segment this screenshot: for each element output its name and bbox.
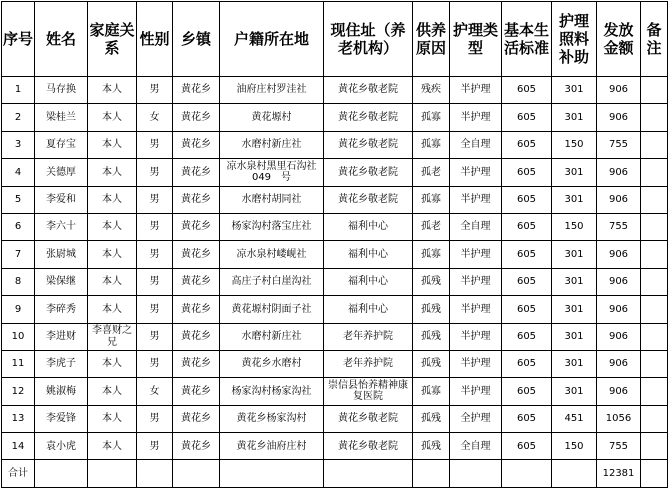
table-cell: 906 — [597, 268, 641, 295]
table-row — [2, 350, 668, 377]
table-cell — [220, 460, 324, 487]
table-cell: 男 — [137, 159, 173, 186]
table-cell: 黄花乡 — [173, 104, 220, 131]
column-header: 基本生活标准 — [502, 2, 552, 77]
beneficiary-table — [1, 1, 668, 488]
table-cell: 福利中心 — [324, 268, 413, 295]
table-cell: 半护理 — [450, 77, 502, 104]
table-row — [2, 268, 668, 295]
table-cell: 男 — [137, 77, 173, 104]
table-cell: 全自理 — [450, 433, 502, 460]
table-cell: 黄花乡 — [173, 131, 220, 158]
table-cell: 黄花乡敬老院 — [324, 159, 413, 186]
table-cell: 150 — [552, 213, 597, 240]
table-cell: 全自理 — [450, 213, 502, 240]
table-cell: 14 — [2, 433, 35, 460]
table-cell: 男 — [137, 213, 173, 240]
table-cell: 黄花塬村 — [220, 104, 324, 131]
table-cell: 全护理 — [450, 405, 502, 432]
table-cell: 451 — [552, 405, 597, 432]
table-cell: 凉水泉村嵝岘社 — [220, 241, 324, 268]
table-cell — [641, 405, 668, 432]
table-cell: 301 — [552, 323, 597, 350]
table-cell: 水磨村新庄社 — [220, 131, 324, 158]
table-row — [2, 433, 668, 460]
table-cell: 755 — [597, 213, 641, 240]
table-cell: 老年养护院 — [324, 350, 413, 377]
table-cell: 5 — [2, 186, 35, 213]
table-cell: 黄花乡水磨村 — [220, 350, 324, 377]
table-cell: 黄花乡 — [173, 350, 220, 377]
table-cell: 本人 — [88, 268, 137, 295]
column-header: 序号 — [2, 2, 35, 77]
table-cell: 崇信县怡养精神康复医院 — [324, 378, 413, 405]
column-header: 供养原因 — [413, 2, 450, 77]
table-row — [2, 378, 668, 405]
table-cell: 残疾 — [413, 77, 450, 104]
table-cell: 150 — [552, 131, 597, 158]
table-cell — [552, 460, 597, 487]
table-cell: 半护理 — [450, 323, 502, 350]
table-cell: 605 — [502, 241, 552, 268]
table-cell: 605 — [502, 268, 552, 295]
table-cell: 男 — [137, 131, 173, 158]
table-cell: 孤残 — [413, 323, 450, 350]
table-cell: 孤寡 — [413, 104, 450, 131]
table-cell: 黄花乡敬老院 — [324, 186, 413, 213]
table-cell — [450, 460, 502, 487]
table-cell: 女 — [137, 104, 173, 131]
table-cell: 1 — [2, 77, 35, 104]
table-cell: 凉水泉村黑里石沟社049 号 — [220, 159, 324, 186]
table-cell — [641, 186, 668, 213]
table-cell: 袁小虎 — [35, 433, 88, 460]
table-cell — [641, 378, 668, 405]
table-cell: 孤寡 — [413, 241, 450, 268]
table-cell: 关德厚 — [35, 159, 88, 186]
table-cell: 黄花乡 — [173, 296, 220, 323]
table-cell: 黄花乡 — [173, 186, 220, 213]
table-cell — [641, 104, 668, 131]
table-cell: 黄花乡杨家沟村 — [220, 405, 324, 432]
table-cell: 605 — [502, 213, 552, 240]
table-cell: 906 — [597, 296, 641, 323]
column-header: 性别 — [137, 2, 173, 77]
table-cell: 男 — [137, 241, 173, 268]
table-cell: 半护理 — [450, 159, 502, 186]
table-cell: 女 — [137, 378, 173, 405]
table-cell: 605 — [502, 433, 552, 460]
table-cell: 301 — [552, 77, 597, 104]
table-cell: 150 — [552, 433, 597, 460]
table-cell: 605 — [502, 323, 552, 350]
table-cell: 孤老 — [413, 159, 450, 186]
table-cell: 906 — [597, 77, 641, 104]
table-cell: 4 — [2, 159, 35, 186]
table-cell: 605 — [502, 296, 552, 323]
table-cell: 906 — [597, 159, 641, 186]
table-cell: 7 — [2, 241, 35, 268]
table-cell: 孤寡 — [413, 131, 450, 158]
table-cell: 301 — [552, 268, 597, 295]
table-cell: 李六十 — [35, 213, 88, 240]
table-cell: 906 — [597, 241, 641, 268]
table-cell: 半护理 — [450, 186, 502, 213]
table-cell: 301 — [552, 186, 597, 213]
table-cell: 男 — [137, 350, 173, 377]
table-cell: 李喜财之兄 — [88, 323, 137, 350]
column-header: 护理照料补助 — [552, 2, 597, 77]
table-cell: 杨家沟村杨家沟社 — [220, 378, 324, 405]
table-row — [2, 213, 668, 240]
table-cell: 本人 — [88, 186, 137, 213]
table-cell: 黄花乡 — [173, 213, 220, 240]
table-cell — [641, 77, 668, 104]
column-header: 乡镇 — [173, 2, 220, 77]
table-cell: 本人 — [88, 104, 137, 131]
total-label: 合计 — [2, 460, 35, 487]
table-cell: 301 — [552, 296, 597, 323]
table-cell: 黄花乡敬老院 — [324, 104, 413, 131]
table-cell: 福利中心 — [324, 241, 413, 268]
table-cell: 水磨村新庄社 — [220, 323, 324, 350]
table-cell: 黄花乡 — [173, 268, 220, 295]
table-cell: 半护理 — [450, 241, 502, 268]
table-cell — [641, 460, 668, 487]
table-cell: 男 — [137, 296, 173, 323]
table-cell: 1056 — [597, 405, 641, 432]
table-cell — [173, 460, 220, 487]
table-cell: 半护理 — [450, 104, 502, 131]
table-cell — [88, 460, 137, 487]
table-row — [2, 77, 668, 104]
table-cell: 301 — [552, 241, 597, 268]
table-cell: 本人 — [88, 350, 137, 377]
table-row — [2, 186, 668, 213]
table-cell: 2 — [2, 104, 35, 131]
table-row — [2, 131, 668, 158]
table-cell: 李碎秀 — [35, 296, 88, 323]
table-cell: 男 — [137, 323, 173, 350]
table-cell: 黄花乡 — [173, 433, 220, 460]
table-row — [2, 159, 668, 186]
table-cell: 本人 — [88, 433, 137, 460]
table-cell: 605 — [502, 159, 552, 186]
total-row — [2, 460, 668, 487]
table-cell: 油府庄村罗洼社 — [220, 77, 324, 104]
table-cell — [35, 460, 88, 487]
table-cell: 男 — [137, 186, 173, 213]
table-cell: 906 — [597, 350, 641, 377]
column-header: 发放金额 — [597, 2, 641, 77]
table-cell: 梁桂兰 — [35, 104, 88, 131]
table-cell: 马存换 — [35, 77, 88, 104]
table-cell: 本人 — [88, 241, 137, 268]
table-cell: 本人 — [88, 405, 137, 432]
table-cell: 李虎子 — [35, 350, 88, 377]
table-cell: 全自理 — [450, 131, 502, 158]
table-cell: 755 — [597, 131, 641, 158]
table-cell: 水磨村胡同社 — [220, 186, 324, 213]
table-cell: 男 — [137, 433, 173, 460]
table-cell — [641, 131, 668, 158]
table-cell: 梁保继 — [35, 268, 88, 295]
table-cell — [413, 460, 450, 487]
column-header: 姓名 — [35, 2, 88, 77]
table-cell: 半护理 — [450, 378, 502, 405]
table-row — [2, 104, 668, 131]
table-cell: 黄花乡油府庄村 — [220, 433, 324, 460]
table-cell: 孤残 — [413, 433, 450, 460]
table-cell: 906 — [597, 186, 641, 213]
table-cell: 孤寡 — [413, 378, 450, 405]
table-cell: 黄花塬村阴面子社 — [220, 296, 324, 323]
table-cell — [641, 296, 668, 323]
column-header: 护理类型 — [450, 2, 502, 77]
table-cell: 8 — [2, 268, 35, 295]
table-cell: 黄花乡 — [173, 405, 220, 432]
column-header: 户籍所在地 — [220, 2, 324, 77]
table-cell: 301 — [552, 350, 597, 377]
table-cell — [641, 350, 668, 377]
table-cell: 3 — [2, 131, 35, 158]
table-cell: 黄花乡 — [173, 77, 220, 104]
table-cell: 10 — [2, 323, 35, 350]
table-cell: 黄花乡 — [173, 241, 220, 268]
table-cell: 黄花乡 — [173, 323, 220, 350]
table-cell: 黄花乡 — [173, 159, 220, 186]
table-cell: 黄花乡敬老院 — [324, 405, 413, 432]
table-cell: 高庄子村白崖沟社 — [220, 268, 324, 295]
table-cell: 孤残 — [413, 350, 450, 377]
column-header: 现住址（养老机构） — [324, 2, 413, 77]
table-cell: 本人 — [88, 131, 137, 158]
table-cell: 男 — [137, 268, 173, 295]
table-cell: 姚淑梅 — [35, 378, 88, 405]
column-header: 家庭关系 — [88, 2, 137, 77]
table-cell: 李爱和 — [35, 186, 88, 213]
table-cell: 本人 — [88, 296, 137, 323]
table-cell: 半护理 — [450, 268, 502, 295]
table-cell: 黄花乡敬老院 — [324, 433, 413, 460]
table-cell — [502, 460, 552, 487]
table-cell — [641, 213, 668, 240]
table-cell — [641, 433, 668, 460]
table-cell — [137, 460, 173, 487]
table-cell: 张尉城 — [35, 241, 88, 268]
table-cell: 301 — [552, 159, 597, 186]
table-cell: 605 — [502, 186, 552, 213]
table-cell: 夏存宝 — [35, 131, 88, 158]
table-cell: 605 — [502, 378, 552, 405]
table-cell: 福利中心 — [324, 213, 413, 240]
table-cell: 6 — [2, 213, 35, 240]
table-cell: 孤残 — [413, 296, 450, 323]
table-cell: 755 — [597, 433, 641, 460]
table-cell: 黄花乡 — [173, 378, 220, 405]
table-cell — [641, 268, 668, 295]
table-cell: 13 — [2, 405, 35, 432]
table-cell — [641, 241, 668, 268]
table-cell: 男 — [137, 405, 173, 432]
table-cell: 孤老 — [413, 213, 450, 240]
table-cell: 605 — [502, 405, 552, 432]
table-cell: 605 — [502, 350, 552, 377]
table-cell: 本人 — [88, 77, 137, 104]
table-cell: 李进财 — [35, 323, 88, 350]
table-cell: 11 — [2, 350, 35, 377]
table-cell: 黄花乡敬老院 — [324, 77, 413, 104]
table-cell — [641, 323, 668, 350]
table-cell: 孤残 — [413, 268, 450, 295]
table-cell: 906 — [597, 378, 641, 405]
table-cell: 孤寡 — [413, 186, 450, 213]
table-cell: 黄花乡敬老院 — [324, 131, 413, 158]
table-cell: 福利中心 — [324, 296, 413, 323]
table-cell: 605 — [502, 104, 552, 131]
table-cell: 906 — [597, 104, 641, 131]
table-row — [2, 405, 668, 432]
table-cell: 605 — [502, 77, 552, 104]
table-cell: 12 — [2, 378, 35, 405]
table-cell: 301 — [552, 104, 597, 131]
table-cell: 301 — [552, 378, 597, 405]
table-row — [2, 323, 668, 350]
table-cell: 9 — [2, 296, 35, 323]
table-cell: 孤残 — [413, 405, 450, 432]
table-cell: 杨家沟村落宝庄社 — [220, 213, 324, 240]
table-cell: 605 — [502, 131, 552, 158]
table-cell: 906 — [597, 323, 641, 350]
table-cell — [641, 159, 668, 186]
table-cell: 半护理 — [450, 350, 502, 377]
table-cell: 老年养护院 — [324, 323, 413, 350]
table-cell: 李爱锋 — [35, 405, 88, 432]
total-amount: 12381 — [597, 460, 641, 487]
table-cell: 本人 — [88, 159, 137, 186]
table-cell: 半护理 — [450, 296, 502, 323]
column-header: 备注 — [641, 2, 668, 77]
table-cell — [324, 460, 413, 487]
table-row — [2, 296, 668, 323]
table-row — [2, 241, 668, 268]
table-cell: 本人 — [88, 378, 137, 405]
table-cell: 本人 — [88, 213, 137, 240]
header-row — [2, 2, 668, 77]
